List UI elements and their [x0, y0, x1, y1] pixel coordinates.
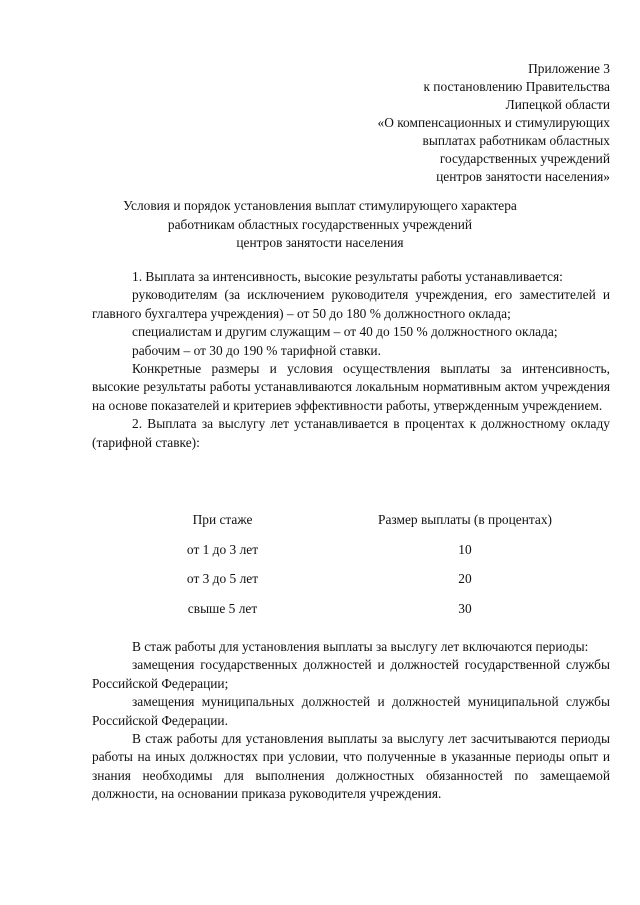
- paragraph: замещения государственных должностей и должностей государственной службы Российской Федерации;: [92, 657, 610, 691]
- paragraph: В стаж работы для установления выплаты за выслугу лет засчитываются периоды работы на иных должностях при условии, что полученные в указанные периоды опыт и знания необходимы для выполнения должностных обязанностей по замещаемой должности, на основании приказа руководителя учреждения.: [92, 731, 610, 802]
- appendix-line: «О компенсационных и стимулирующих: [377, 115, 610, 130]
- title-line: центров занятости населения: [236, 235, 404, 250]
- table-header-cell: Размер выплаты (в процентах): [378, 512, 552, 527]
- section-2: [92, 638, 610, 804]
- title-line: Условия и порядок установления выплат стимулирующего характера: [123, 198, 517, 213]
- table-row: [160, 601, 580, 631]
- table-cell: 20: [458, 571, 472, 587]
- table-cell: от 3 до 5 лет: [186, 571, 259, 587]
- seniority-table: [160, 512, 580, 631]
- document-title: [60, 197, 580, 253]
- table-header-cell: При стаже: [192, 512, 253, 527]
- table-cell: 30: [458, 601, 472, 617]
- table-row: [160, 542, 580, 572]
- paragraph: В стаж работы для установления выплаты за выслугу лет включаются периоды:: [132, 639, 589, 654]
- paragraph: Конкретные размеры и условия осуществления выплаты за интенсивность, высокие результаты работы устанавливаются локальным нормативным актом учреждения на основе показателей и критериев эффективности работы, утвержденным учреждением.: [92, 361, 610, 413]
- paragraph: специалистам и другим служащим – от 40 до 150 % должностного оклада;: [132, 324, 558, 340]
- appendix-header: [378, 60, 610, 186]
- table-cell: свыше 5 лет: [187, 601, 258, 617]
- paragraph: 2. Выплата за выслугу лет устанавливается в процентах к должностному окладу (тарифной ставке):: [92, 416, 610, 450]
- table-header-row: [160, 512, 580, 542]
- table-cell: от 1 до 3 лет: [186, 541, 259, 557]
- paragraph: замещения муниципальных должностей и должностей муниципальной службы Российской Федерации.: [92, 694, 610, 728]
- appendix-line: Липецкой области: [505, 97, 610, 112]
- title-line: работникам областных государственных учреждений: [167, 216, 473, 232]
- appendix-line: центров занятости населения»: [436, 169, 610, 184]
- paragraph: руководителям (за исключением руководителя учреждения, его заместителей и главного бухгалтера учреждения) – от 50 до 180 % должностного оклада;: [92, 287, 610, 321]
- appendix-line: государственных учреждений: [439, 151, 610, 166]
- appendix-line: выплатах работникам областных: [422, 133, 610, 148]
- appendix-line: к постановлению Правительства: [423, 79, 610, 94]
- table-row: [160, 571, 580, 601]
- section-1: [92, 268, 610, 452]
- paragraph: рабочим – от 30 до 190 % тарифной ставки.: [132, 342, 381, 358]
- table-cell: 10: [458, 541, 472, 557]
- appendix-line: Приложение 3: [528, 61, 610, 76]
- paragraph: 1. Выплата за интенсивность, высокие результаты работы устанавливается:: [132, 269, 563, 284]
